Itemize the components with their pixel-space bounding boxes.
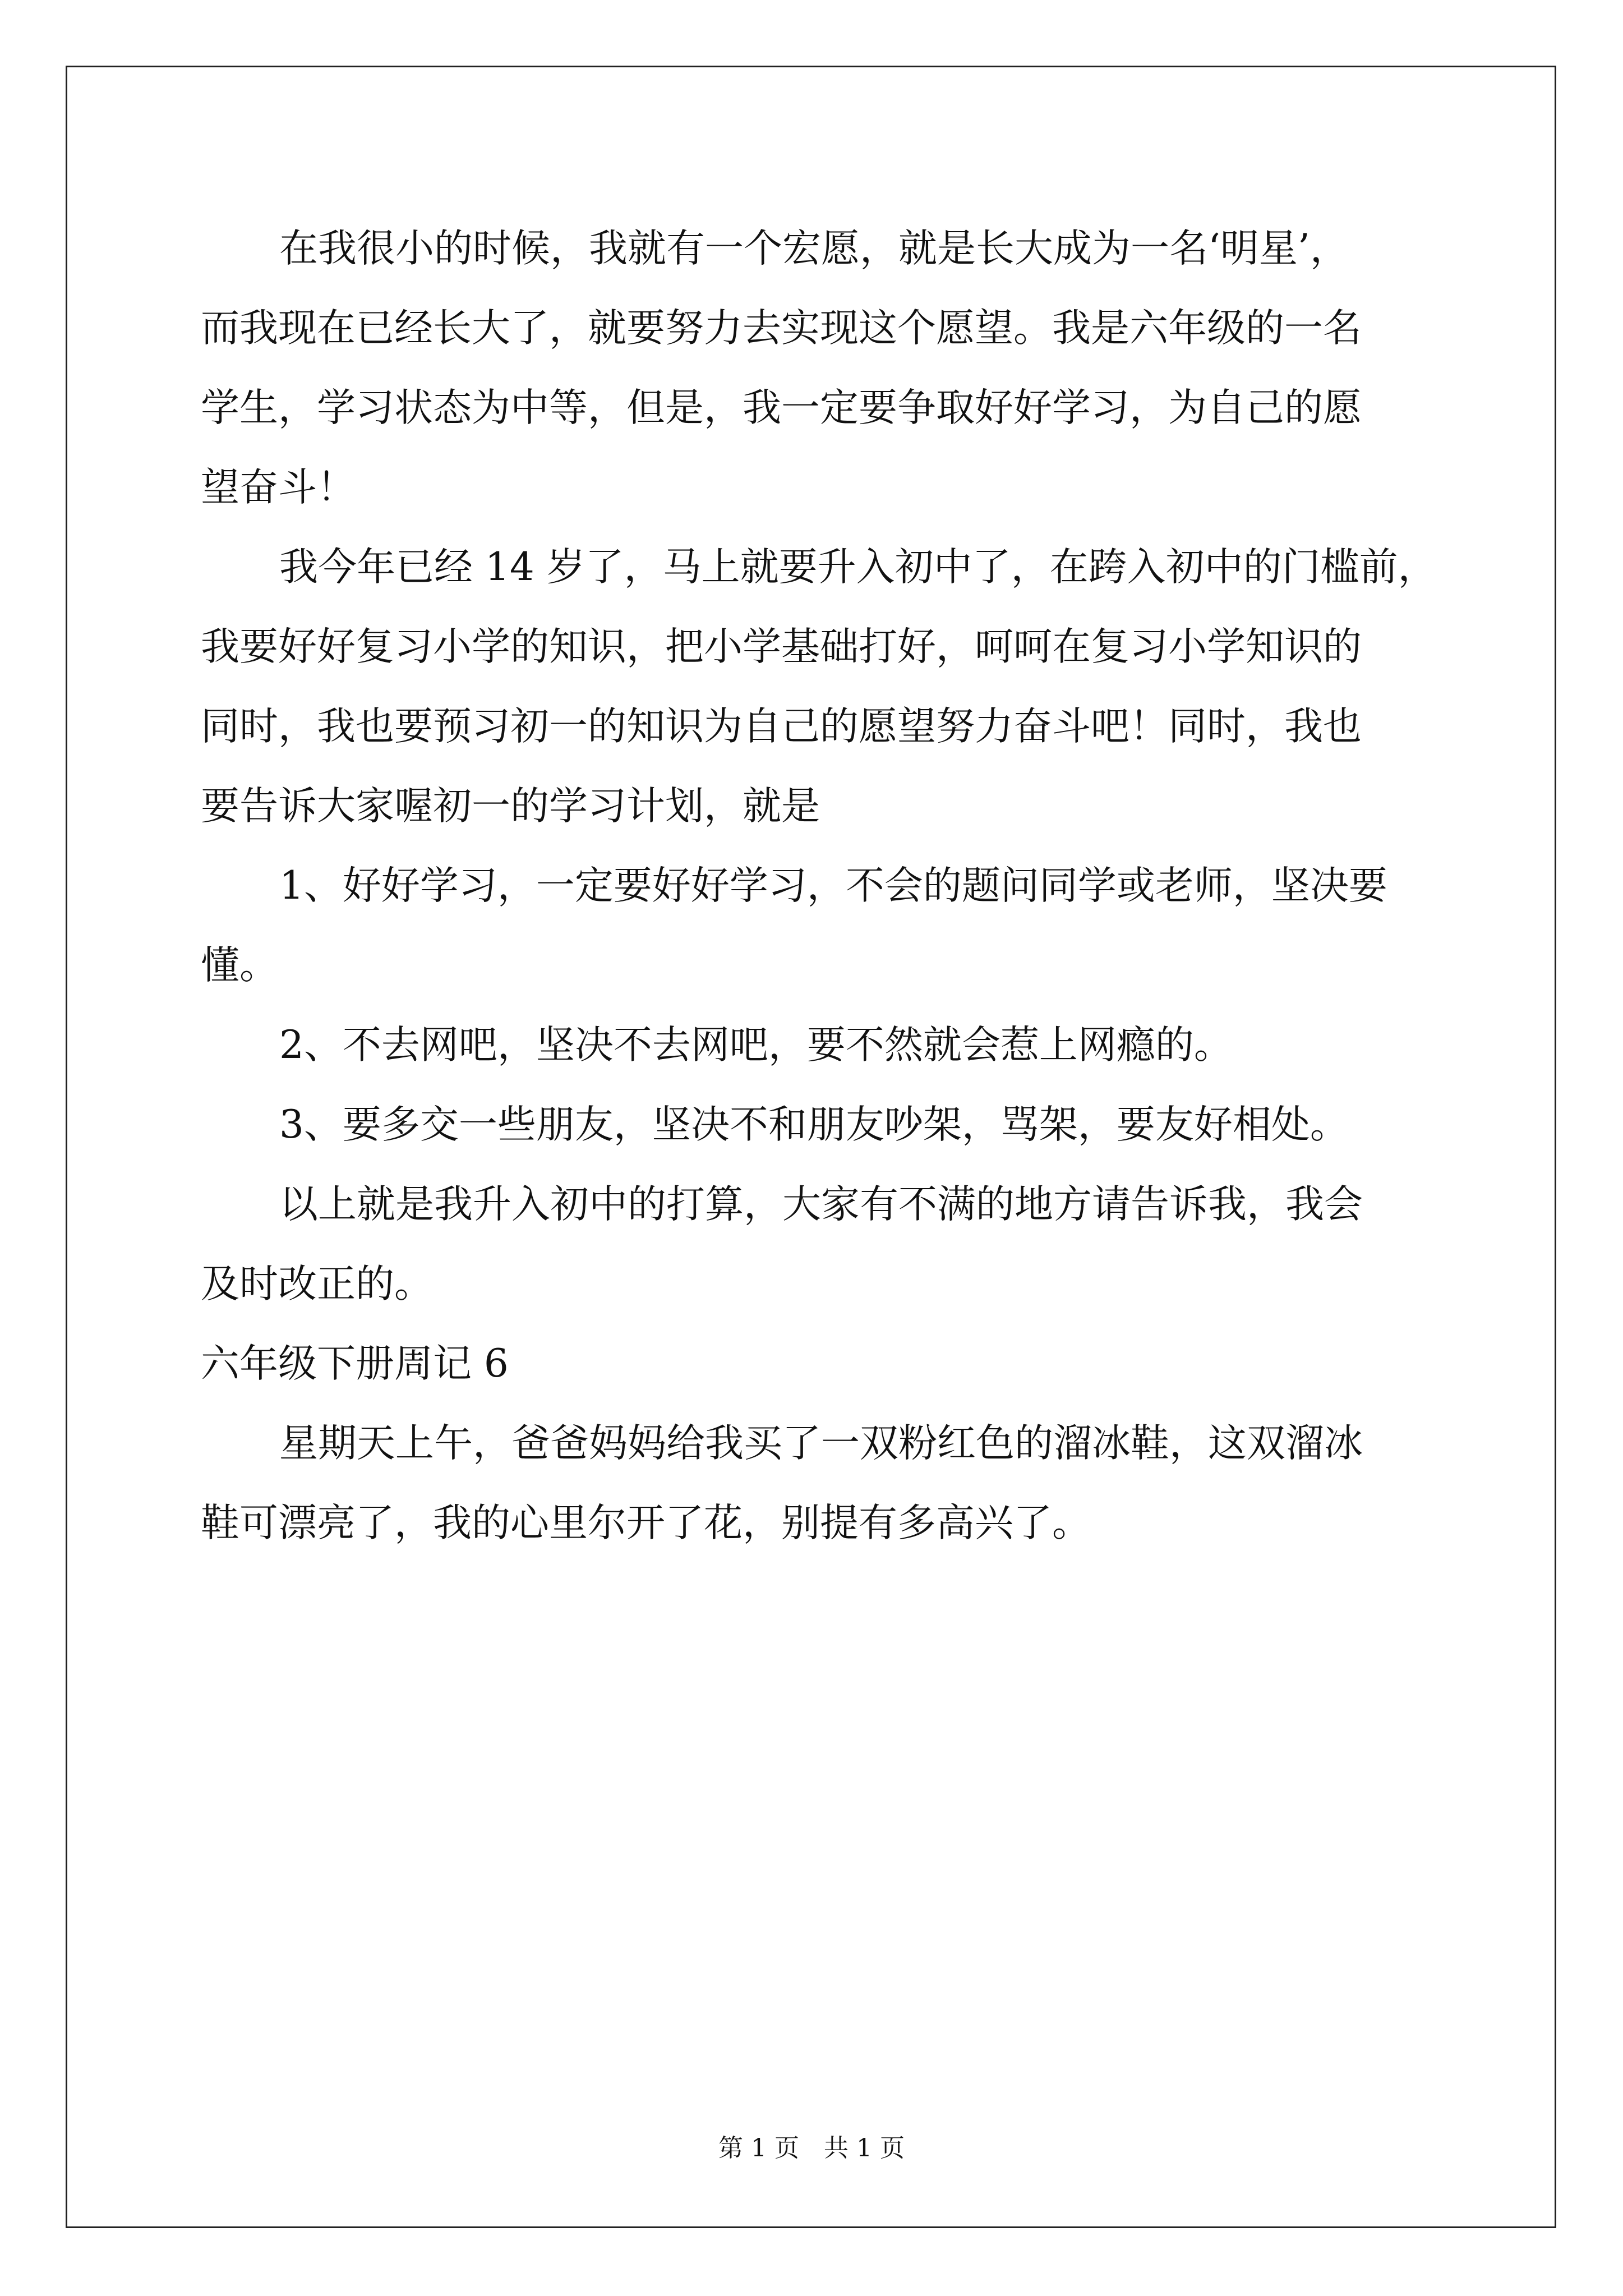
paragraph-line: 星期天上午，爸爸妈妈给我买了一双粉红色的溜冰鞋，这双溜冰 (279, 1421, 1363, 1466)
page-number-current: 第 1 页 (718, 2134, 799, 2162)
paragraph-line: 学生，学习状态为中等，但是，我一定要争取好好学习，为自己的愿 (201, 385, 1362, 430)
page-footer (0, 2132, 1623, 2165)
list-item-line: 懂。 (201, 943, 278, 988)
paragraph-line: 同时，我也要预习初一的知识为自己的愿望努力奋斗吧！同时，我也 (201, 704, 1362, 749)
paragraph-line: 以上就是我升入初中的打算，大家有不满的地方请告诉我，我会 (279, 1182, 1363, 1227)
list-item-line: 1、好好学习，一定要好好学习，不会的题问同学或老师，坚决要 (279, 863, 1387, 908)
paragraph-line: 及时改正的。 (201, 1262, 433, 1306)
paragraph-line: 望奋斗！ (201, 465, 356, 510)
paragraph-line: 而我现在已经长大了，就要努力去实现这个愿望。我是六年级的一名 (201, 306, 1362, 351)
section-heading: 六年级下册周记 6 (201, 1341, 509, 1386)
paragraph-line: 我今年已经 14 岁了，马上就要升入初中了，在跨入初中的门槛前， (279, 545, 1437, 590)
paragraph-line: 鞋可漂亮了，我的心里尔开了花，别提有多高兴了。 (201, 1501, 1091, 1545)
page-number-total: 共 1 页 (824, 2134, 905, 2162)
paragraph-line: 我要好好复习小学的知识，把小学基础打好，呵呵在复习小学知识的 (201, 624, 1362, 669)
list-item-line: 2、不去网吧，坚决不去网吧，要不然就会惹上网瘾的。 (279, 1023, 1233, 1068)
paragraph-line: 要告诉大家喔初一的学习计划，就是 (201, 784, 820, 829)
paragraph-line: 在我很小的时候，我就有一个宏愿，就是长大成为一名‘明星’， (279, 226, 1349, 271)
document-body (201, 209, 1437, 1563)
list-item-line: 3、要多交一些朋友，坚决不和朋友吵架，骂架，要友好相处。 (279, 1102, 1349, 1147)
